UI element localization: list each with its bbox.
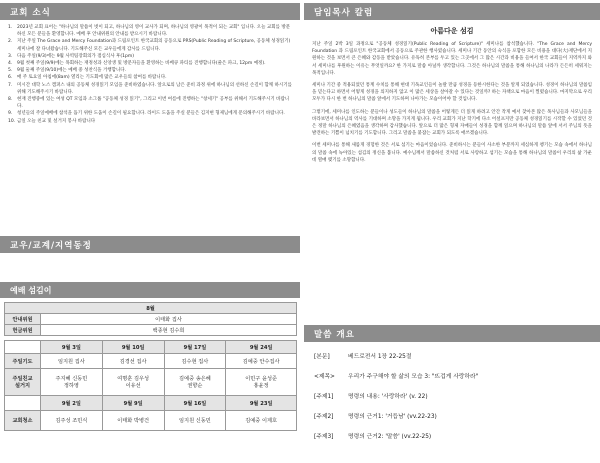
cleaning-cell: 임지원 신동민 (164, 411, 226, 431)
summary-value: 명령의 근거1: '거듭남' (vv.22-23) (348, 414, 437, 420)
news-item (8, 38, 294, 52)
news-item (8, 118, 294, 125)
column-header: 담임목사 칼럼 (304, 3, 600, 20)
date-cell: 9월 10일 (102, 341, 164, 354)
news-item (8, 82, 294, 96)
news-item-number: 7. (8, 82, 13, 88)
news-item-text: 매 주 토요일 아침에(8am) 열리는 기도회에 많은 교우들의 참여를 바랍니다. (17, 75, 167, 81)
summary-label: [주제2] (314, 414, 334, 420)
summary-value: 명령의 근거2: '말씀' (vv.22-25) (348, 434, 432, 440)
offering-label: 헌금위원 (5, 325, 41, 336)
community-header: 교우/교계/지역동정 (0, 236, 300, 253)
column-paragraph: 그렇기에, 세미나를 인도하는 분들이나 성도들이 하나님의 말씀을 어떻게든 더 읽게 하려고 안간 작게 예서 찾아본 많은 목사님들과 사모님들을 바라보면서 하나님의 역사를 기대하며 소망을 가지게 됩니다. 우리 교회가 지난 학기에 다소 어설프지만 공동체 성경읽기를 시작할 수 있었던 것은 정말 하나님의 은혜였음을 생각하며 감사했습니다. 앞으로 더 많은 형제 자매들이 성경을 함께 읽으며 하나님의 말씀 앞에 서서 주님의 뜻을 발견하는 기쁨이 넘치기를 기도합니다. 그리고 말씀을 붙잡는 교회가 되도록 애쓰겠습니다. (312, 109, 592, 137)
summary-row (304, 371, 600, 380)
summary-row (304, 431, 600, 440)
summary-row (304, 351, 600, 360)
summary-row (304, 391, 600, 400)
guide-label: 안내위원 (5, 314, 41, 325)
news-item-text: 9월 둘째 주일(9/10)에는 예배 중 성찬식을 거행합니다. (17, 68, 127, 74)
schedule-table (4, 302, 297, 431)
news-item-number: 6. (8, 75, 13, 81)
column-paragraph: 세미나 기간 중 적용되었던 통계 수치를 통해 현대 기독교인들이 놀랄 만큼 성경을 등한시한다는 것을 알게 되었습니다. 성경이 하나님의 말씀임을 믿는다고 하면서 어떻게 성경을 의지하지 않고 이 많은 세상을 살아갈 수 있다는 것일까? 하는 자책으로 마음이 찔렸습니다. 마지막으로 우리 모두가 다시 한 번 하나님의 말씀 앞에서 기도하며 나아가는 모습이어야 할 것입니다. (312, 83, 592, 103)
blank-cell (5, 341, 41, 354)
prayer-cell: 김경선 집사 (102, 354, 164, 369)
fellowship-cell: 여명훈 김우성 이유선 (102, 369, 164, 396)
news-item-number: 10. (8, 118, 16, 124)
fellowship-cell: 주지혜 신동민 정하영 (41, 369, 103, 396)
blank-cell (5, 396, 41, 411)
month-label: 8월 (5, 303, 297, 314)
news-item (8, 53, 294, 60)
news-list (0, 20, 300, 125)
summary-value: 우리가 주구해야 할 삶의 모습 3: "뜨겁게 사랑하라" (348, 374, 479, 380)
schedule-header: 예배 섬김이 (0, 282, 300, 298)
date-cell: 9월 16일 (164, 396, 226, 411)
news-item (8, 24, 294, 38)
news-item (8, 60, 294, 67)
prayer-cell: 김수현 집사 (164, 354, 226, 369)
news-item (8, 110, 294, 117)
date-cell: 9월 23일 (226, 396, 297, 411)
summary-label: [주제1] (314, 394, 334, 400)
news-item-text: 청년들의 주일예배에 참석을 돕기 위한 도움이 손길이 필요합니다. 라이드 도움을 주실 분들은 김지현 형제님에게 문의해주시기 바랍니다. (17, 111, 285, 117)
cleaning-cell: 김예중 이제호 (226, 411, 297, 431)
news-item-number: 9. (8, 111, 13, 117)
cleaning-cell: 이태화 박병건 (102, 411, 164, 431)
prayer-label: 주일기도 (5, 354, 41, 369)
summary-header: 말씀 개요 (304, 325, 600, 342)
news-item-number: 3. (8, 53, 13, 59)
news-item (8, 74, 294, 81)
news-item-text: 금일 오늘 친교 및 설거지 봉사 바랍니다 (17, 118, 96, 124)
news-item-number: 1. (8, 25, 13, 30)
column-paragraph: 지난 주일 2박 3일 과정으로 "공동체 성경읽기(Public Reading of Scripture)" 세미나를 참석했습니다. "The Grace and Mercy Foundation 과 드림포인트 한국교회에서 공동으로 주관한 행사였습니다. 세미나 기간 동안의 숙식을 포함한 모든 비용을 대다(大)재단에서 지원하는 것을 보면서 큰 은혜와 감동을 받았습니다. 유독히 본부를 두고 있는 그곳에서 그 많은 시간과 비용을 들여서 한국 교회들이 지역까지 와서 세미나를 후원하는 이유는 무엇일까요? 한 가지로 말씀 아닐까 생각합니다. 그것은 하나님의 말씀을 통해 하나님의 나라가 든든히 세워지는 목적입니다. (312, 42, 592, 76)
date-cell: 9월 9일 (102, 396, 164, 411)
prayer-cell: 김예중 안수집사 (226, 354, 297, 369)
news-item-text: 지난 주일 The Grace and Mercy Foundation과 드림포인트 한국교회의 공동으로 PRS(Public Reading of Scripture, 공동체 성경읽기) 세미나에 잘 다녀왔습니다. 기도해주신 모든 교우들에게 감사를 드립니다. (17, 39, 291, 52)
news-item (8, 67, 294, 74)
summary-row (304, 411, 600, 420)
column-title: 아름다운 섬김 (430, 27, 474, 35)
news-item (8, 96, 294, 110)
date-cell: 9월 24일 (226, 341, 297, 354)
news-header: 교회 소식 (0, 3, 300, 20)
left-column (0, 0, 300, 251)
news-item-text: 2023년 교회 표어는 "하나님의 말씀이 벗이 되고, 하나님의 영이 교사가 되며, 하나님의 영광이 목적이 되는 교회" 입니다. 오늘 교회를 방문하신 모든 분들을 환영합니다. 예배 후 안내위원의 안내를 받으시기 바랍니다. (17, 25, 291, 38)
news-item-text: 9월 첫째 주일(9/9)에는 목회하는 재정성과 신앙생 및 방문자들을 환영하는 바베큐 파티를 진행합니다(줄은 파크, 12pm 예정). (17, 61, 266, 67)
date-cell: 9월 17일 (164, 341, 226, 354)
date-cell: 9월 2일 (41, 396, 103, 411)
column-body (304, 41, 600, 164)
date-cell: 9월 3일 (41, 341, 103, 354)
news-item-number: 2. (8, 39, 13, 45)
news-item-text: 미시간 대학 노스 캠퍼스 내의 공동체 성경읽기 모임을 준비하였습니다. 앞으로의 남은 준비 과정 위에 하나님의 선하신 손길이 함께 하시기를 위해 기도해주시기 바랍니다. (17, 82, 292, 95)
cleaning-cell: 김주성 조민식 (41, 411, 103, 431)
summary-value: 베드로전서 1장 22-25절 (348, 354, 412, 360)
right-column (304, 0, 600, 169)
summary-label: <제목> (314, 374, 335, 380)
news-item-text: 다음 주일(9/3)에는 9월 사역팀장회의가 점심식사 후(1pm) (17, 53, 134, 59)
fellowship-cell: 이민구 윤성준 홍윤정 (226, 369, 297, 396)
news-item-number: 4. (8, 61, 13, 67)
summary-label: [본문] (314, 354, 330, 360)
fellowship-cell: 김예중 송은혜 권향순 (164, 369, 226, 396)
news-item-number: 5. (8, 68, 13, 74)
column-paragraph: 이번 세미나를 통해 새롭게 경험한 것은 서로 섬기는 마음이었습니다. 준비하시는 분들이 사소한 부분까지 세심하게 챙기는 모습 속에서 하나님의 말씀 속에 녹아있는 섬김의 정신을 봅니다. 예수님께서 말씀하신 것처럼 서로 사랑하고 섬기는 모습을 통해 하나님의 말씀이 우리의 삶 가운데 열매 맺기를 소망합니다. (312, 143, 592, 163)
news-item-number: 8. (8, 97, 13, 103)
summary-value: 명령의 내용: '사랑하라' (v. 22) (348, 394, 428, 400)
guide-value: 이태화 집사 (41, 314, 297, 325)
prayer-cell: 임지원 집사 (41, 354, 103, 369)
offering-value: 백종현 김수희 (41, 325, 297, 336)
cleaning-label: 교회청소 (5, 411, 41, 431)
fellowship-label: 주일친교 설거지 (5, 369, 41, 396)
summary-label: [주제3] (314, 434, 334, 440)
news-item-text: 현재 진행중에 있는 여성 QT 모임과 소그룹 "공동체 성경 읽기", 그리고 이번 여름에 진행하는 "창세기" 공부를 위해서 기도해주시기 바랍니다. (17, 97, 290, 110)
